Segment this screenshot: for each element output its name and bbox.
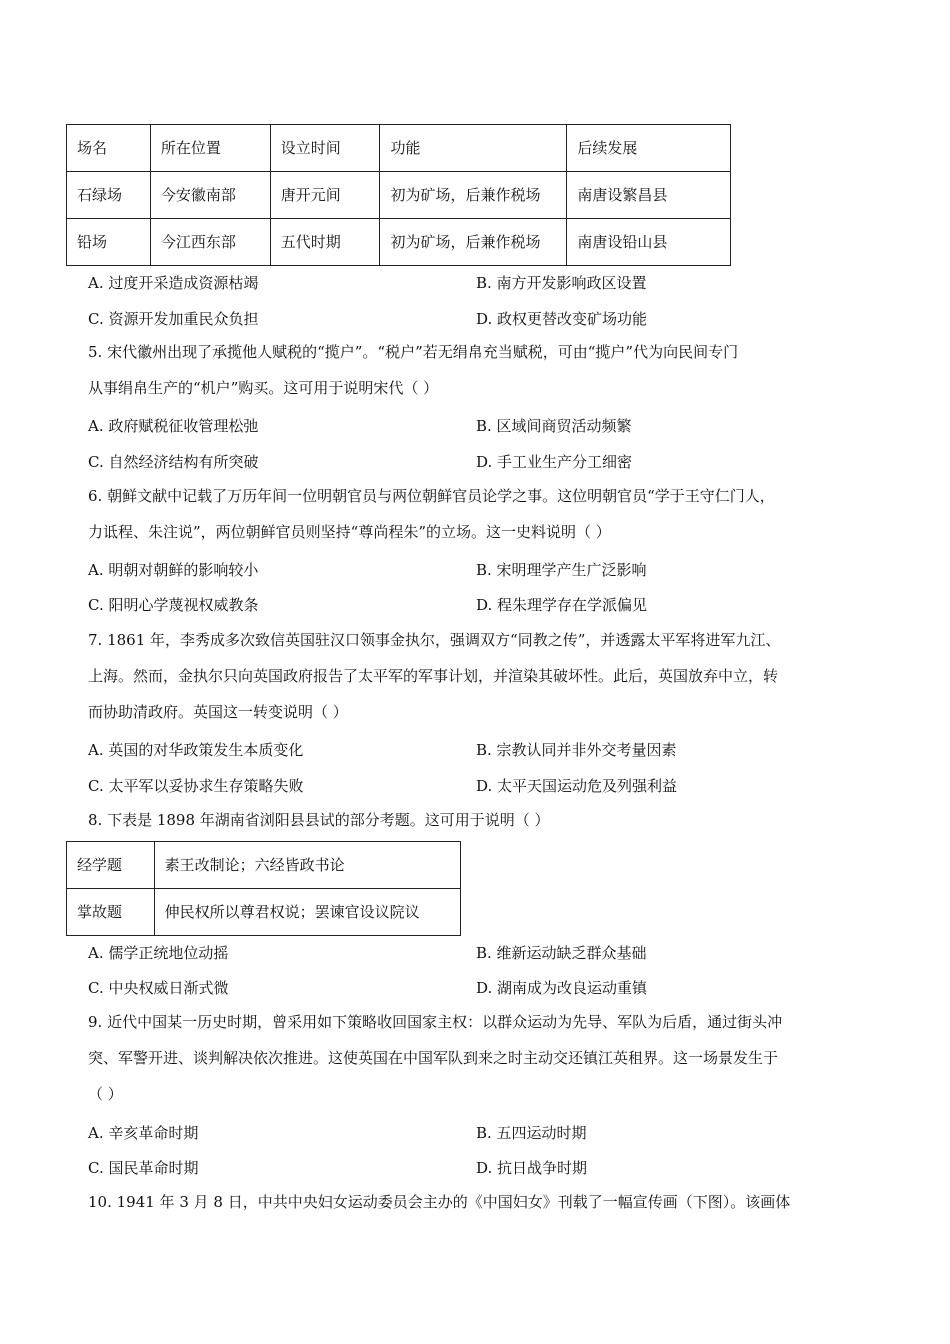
q5-option-b: B. 区域间商贸活动频繁	[476, 417, 632, 435]
question-text: 9. 近代中国某一历史时期，曾采用如下策略收回国家主权：以群众运动为先导、军队为后盾，通过街头冲	[88, 1013, 783, 1031]
q5-option-a: A. 政府赋税征收管理松弛	[88, 417, 259, 435]
q8-option-b: B. 维新运动缺乏群众基础	[476, 944, 647, 962]
question-text: 突、军警开进、谈判解决依次推进。这使英国在中国军队到来之时主动交还镇江英租界。这一场景发生于	[88, 1049, 779, 1067]
table-cell: 伸民权所以尊君权说；罢谏官设议院议	[154, 889, 460, 936]
table-cell: 掌故题	[67, 889, 155, 936]
q6-option-b: B. 宋明理学产生广泛影响	[476, 561, 647, 579]
question-text: 而协助清政府。英国这一转变说明（ ）	[88, 703, 348, 721]
question-text: 从事绢帛生产的“机户”购买。这可用于说明宋代（ ）	[88, 379, 439, 397]
table-cell: 经学题	[67, 842, 155, 889]
table-cell: 南唐设铅山县	[567, 219, 731, 266]
table-cell: 今安徽南部	[150, 172, 270, 219]
question-text: （ ）	[88, 1085, 123, 1103]
q9-option-a: A. 辛亥革命时期	[88, 1124, 199, 1142]
q4-option-b: B. 南方开发影响政区设置	[476, 274, 647, 292]
table-cell: 初为矿场，后兼作税场	[380, 219, 567, 266]
question-text: 上海。然而，金执尔只向英国政府报告了太平军的军事计划，并渲染其破坏性。此后，英国放弃中立，转	[88, 667, 779, 685]
table-header-row	[67, 125, 731, 172]
question-text: 5. 宋代徽州出现了承揽他人赋税的“揽户”。“税户”若无绢帛充当赋税，可由“揽户”代为向民间专门	[88, 343, 739, 361]
table-cell: 唐开元间	[270, 172, 380, 219]
table-row	[67, 219, 731, 266]
table-cell: 五代时期	[270, 219, 380, 266]
q5-option-d: D. 手工业生产分工细密	[476, 453, 633, 471]
question-10	[88, 1184, 863, 1220]
table-header-cell: 后续发展	[567, 125, 731, 172]
q7-option-b: B. 宗教认同并非外交考量因素	[476, 741, 677, 759]
q4-option-c: C. 资源开发加重民众负担	[88, 310, 259, 328]
question-9	[88, 1004, 863, 1112]
table-cell: 素王改制论；六经皆政书论	[154, 842, 460, 889]
q8-option-a: A. 儒学正统地位动摇	[88, 944, 229, 962]
q9-option-d: D. 抗日战争时期	[476, 1159, 588, 1177]
question-text: 6. 朝鲜文献中记载了万历年间一位明朝官员与两位朝鲜官员论学之事。这位明朝官员“学于王守仁门人，	[88, 487, 775, 505]
table-row	[67, 842, 461, 889]
table-header-cell: 场名	[67, 125, 151, 172]
q4-option-a: A. 过度开采造成资源枯竭	[88, 274, 259, 292]
question-8	[88, 802, 863, 838]
mining-sites-table	[66, 124, 731, 266]
q7-option-d: D. 太平天国运动危及列强利益	[476, 777, 678, 795]
q9-option-b: B. 五四运动时期	[476, 1124, 587, 1142]
table-cell: 铅场	[67, 219, 151, 266]
exam-questions-table	[66, 841, 461, 936]
q4-option-d: D. 政权更替改变矿场功能	[476, 310, 648, 328]
question-text: 7. 1861 年，李秀成多次致信英国驻汉口领事金执尔，强调双方“同教之传”，并透露太平军将进军九江、	[88, 631, 781, 649]
table-cell: 初为矿场，后兼作税场	[380, 172, 567, 219]
table-cell: 今江西东部	[150, 219, 270, 266]
question-text: 10. 1941 年 3 月 8 日，中共中央妇女运动委员会主办的《中国妇女》刊载了一幅宣传画（下图）。该画体	[88, 1193, 791, 1211]
q6-option-c: C. 阳明心学蔑视权威教条	[88, 596, 259, 614]
q8-option-d: D. 湖南成为改良运动重镇	[476, 979, 648, 997]
question-6	[88, 478, 863, 550]
q9-option-c: C. 国民革命时期	[88, 1159, 199, 1177]
question-5	[88, 334, 863, 406]
table-row	[67, 889, 461, 936]
table-cell: 石绿场	[67, 172, 151, 219]
table-cell: 南唐设繁昌县	[567, 172, 731, 219]
question-text: 8. 下表是 1898 年湖南省浏阳县县试的部分考题。这可用于说明（ ）	[88, 811, 550, 829]
table-row	[67, 172, 731, 219]
q7-option-c: C. 太平军以妥协求生存策略失败	[88, 777, 304, 795]
question-7	[88, 622, 863, 730]
q6-option-d: D. 程朱理学存在学派偏见	[476, 596, 648, 614]
table-header-cell: 设立时间	[270, 125, 380, 172]
q6-option-a: A. 明朝对朝鲜的影响较小	[88, 561, 259, 579]
q7-option-a: A. 英国的对华政策发生本质变化	[88, 741, 304, 759]
table-header-cell: 所在位置	[150, 125, 270, 172]
table-header-cell: 功能	[380, 125, 567, 172]
q5-option-c: C. 自然经济结构有所突破	[88, 453, 259, 471]
question-text: 力诋程、朱注说”，两位朝鲜官员则坚持“尊尚程朱”的立场。这一史料说明（ ）	[88, 523, 611, 541]
q8-option-c: C. 中央权威日渐式微	[88, 979, 229, 997]
